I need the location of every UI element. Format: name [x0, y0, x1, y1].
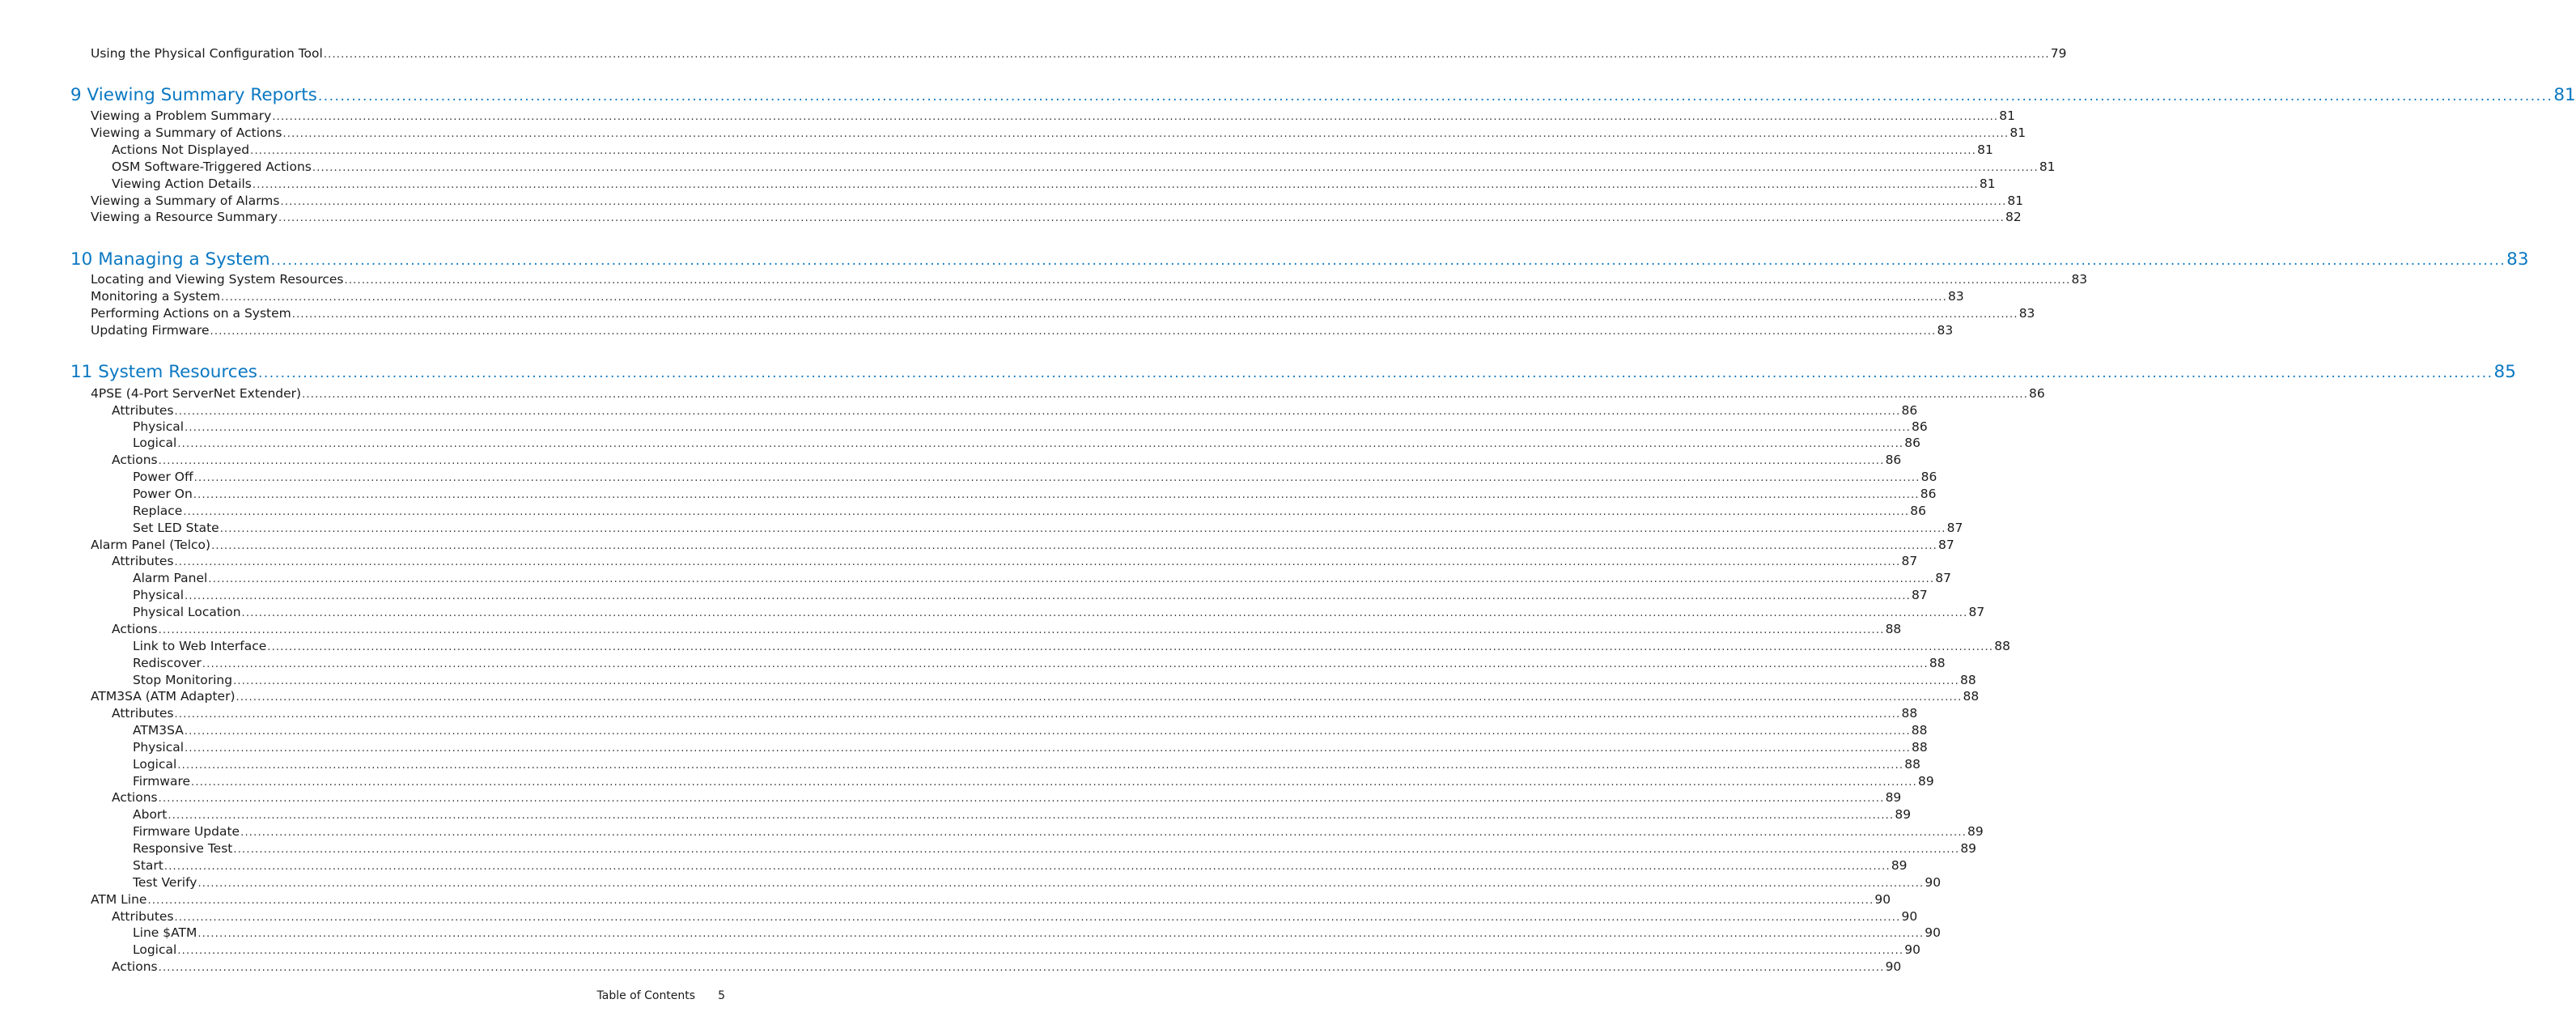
toc-entry-page-number: 86	[1901, 403, 1918, 418]
toc-entry-label: Actions	[112, 790, 158, 805]
dot-leader: ................................................................................................................................................................................................................................................................................................................................................................................................................	[302, 389, 2029, 401]
toc-entry-page-number: 81	[1977, 142, 1993, 157]
footer-page-number: 5	[718, 989, 725, 1002]
toc-entry[interactable]	[91, 537, 1954, 553]
dot-leader: ................................................................................................................................................................................................................................................................................................................................................................................................................	[210, 325, 1937, 338]
toc-entry-label: ATM3SA	[133, 723, 184, 738]
toc-entry-label: 11 System Resources	[70, 362, 257, 382]
dot-leader: ................................................................................................................................................................................................................................................................................................................................................................................................................	[158, 793, 1885, 805]
toc-entry-page-number: 89	[1917, 774, 1934, 789]
toc-entry[interactable]	[133, 840, 1977, 857]
dot-leader: ................................................................................................................................................................................................................................................................................................................................................................................................................	[177, 945, 1904, 957]
toc-chapter-entry[interactable]	[70, 249, 2529, 271]
dot-leader: ................................................................................................................................................................................................................................................................................................................................................................................................................	[236, 691, 1963, 704]
toc-entry-page-number: 88	[1885, 622, 1902, 636]
dot-leader: ................................................................................................................................................................................................................................................................................................................................................................................................................	[252, 179, 1979, 191]
toc-entry-page-number: 88	[1904, 757, 1920, 772]
toc-entry-page-number: 89	[1967, 824, 1984, 839]
toc-entry-page-number: 85	[2493, 362, 2516, 382]
toc-chapter-entry[interactable]	[70, 361, 2516, 384]
toc-chapter-entry[interactable]	[70, 84, 2576, 107]
dot-leader: ................................................................................................................................................................................................................................................................................................................................................................................................................	[174, 708, 1901, 721]
toc-entry-label: Physical Location	[133, 605, 241, 619]
toc-entry-label: Power On	[133, 487, 193, 501]
dot-leader: ................................................................................................................................................................................................................................................................................................................................................................................................................	[278, 212, 2005, 224]
toc-entry-label: Power Off	[133, 470, 193, 484]
toc-entry[interactable]	[133, 419, 1928, 435]
dot-leader: ................................................................................................................................................................................................................................................................................................................................................................................................................	[158, 624, 1885, 636]
dot-leader: ................................................................................................................................................................................................................................................................................................................................................................................................................	[233, 844, 1960, 856]
toc-entry[interactable]	[91, 45, 2067, 62]
toc-entry-page-number: 87	[1935, 571, 1952, 585]
toc-entry[interactable]	[91, 288, 1964, 304]
toc-entry[interactable]	[112, 452, 1902, 468]
toc-entry-page-number: 86	[2029, 386, 2045, 401]
dot-leader: ................................................................................................................................................................................................................................................................................................................................................................................................................	[258, 365, 2493, 381]
toc-entry-label: Link to Web Interface	[133, 639, 267, 653]
toc-entry-page-number: 90	[1904, 942, 1920, 957]
toc-entry[interactable]	[112, 159, 2056, 175]
toc-entry-label: Responsive Test	[133, 841, 233, 856]
dot-leader: ................................................................................................................................................................................................................................................................................................................................................................................................................	[193, 489, 1920, 501]
toc-entry-page-number: 83	[2506, 249, 2529, 270]
toc-entry-page-number: 83	[1947, 289, 1964, 304]
toc-entry[interactable]	[133, 587, 1928, 603]
toc-entry-label: Set LED State	[133, 521, 219, 535]
dot-leader: ................................................................................................................................................................................................................................................................................................................................................................................................................	[312, 162, 2039, 174]
dot-leader: ................................................................................................................................................................................................................................................................................................................................................................................................................	[317, 88, 2553, 104]
toc-entry-page-number: 90	[1925, 925, 1942, 940]
toc-entry-label: Replace	[133, 504, 183, 518]
toc-entry-page-number: 83	[2018, 306, 2035, 321]
dot-leader: ................................................................................................................................................................................................................................................................................................................................................................................................................	[323, 49, 2050, 61]
toc-entry-label: Line $ATM	[133, 925, 197, 940]
toc-entry[interactable]	[133, 857, 1908, 874]
footer-section-title: Table of Contents	[596, 989, 696, 1002]
toc-entry[interactable]	[112, 705, 1918, 721]
toc-entry-page-number: 82	[2005, 210, 2022, 224]
toc-entry-label: Actions Not Displayed	[112, 142, 250, 157]
toc-entry-page-number: 87	[1901, 554, 1918, 568]
dot-leader: ................................................................................................................................................................................................................................................................................................................................................................................................................	[191, 776, 1917, 789]
toc-entry-label: Firmware	[133, 774, 191, 789]
toc-entry[interactable]	[133, 739, 1928, 755]
toc-entry[interactable]	[133, 655, 1946, 671]
toc-entry[interactable]	[133, 672, 1976, 688]
dot-leader: ................................................................................................................................................................................................................................................................................................................................................................................................................	[197, 878, 1925, 890]
dot-leader: ................................................................................................................................................................................................................................................................................................................................................................................................................	[272, 111, 1999, 123]
toc-entry-page-number: 88	[1911, 723, 1928, 738]
toc-entry[interactable]	[112, 553, 1918, 569]
toc-entry-page-number: 83	[2071, 272, 2088, 287]
toc-entry[interactable]	[91, 209, 2022, 225]
toc-entry-page-number: 90	[1925, 875, 1942, 890]
toc-entry-page-number: 79	[2050, 46, 2067, 61]
dot-leader: ................................................................................................................................................................................................................................................................................................................................................................................................................	[202, 658, 1929, 670]
toc-entry-label: Performing Actions on a System	[91, 306, 291, 321]
toc-entry-page-number: 88	[1994, 639, 2010, 653]
dot-leader: ................................................................................................................................................................................................................................................................................................................................................................................................................	[185, 742, 1911, 755]
toc-entry-label: Viewing Action Details	[112, 176, 252, 191]
dot-leader: ................................................................................................................................................................................................................................................................................................................................................................................................................	[208, 573, 1935, 585]
dot-leader: ................................................................................................................................................................................................................................................................................................................................................................................................................	[240, 827, 1967, 839]
toc-entry[interactable]	[133, 520, 1963, 536]
toc-entry[interactable]	[112, 959, 1902, 975]
toc-entry-page-number: 81	[2007, 193, 2024, 208]
dot-leader: ................................................................................................................................................................................................................................................................................................................................................................................................................	[174, 406, 1901, 418]
toc-entry-label: 4PSE (4-Port ServerNet Extender)	[91, 386, 302, 401]
toc-entry-page-number: 89	[1885, 790, 1902, 805]
toc-entry[interactable]	[112, 908, 1918, 925]
toc-entry-page-number: 89	[1895, 807, 1912, 822]
toc-entry-page-number: 81	[2039, 159, 2056, 174]
toc-entry[interactable]	[133, 823, 1984, 840]
toc-entry[interactable]	[133, 722, 1928, 738]
dot-leader: ................................................................................................................................................................................................................................................................................................................................................................................................................	[174, 912, 1901, 924]
dot-leader: ................................................................................................................................................................................................................................................................................................................................................................................................................	[163, 861, 1891, 873]
toc-entry-page-number: 88	[1963, 689, 1980, 704]
toc-entry[interactable]	[91, 305, 2035, 321]
toc-entry-page-number: 88	[1912, 740, 1928, 755]
dot-leader: ................................................................................................................................................................................................................................................................................................................................................................................................................	[185, 422, 1911, 434]
toc-entry[interactable]	[91, 108, 2015, 124]
toc-entry-page-number: 81	[1979, 176, 1996, 191]
toc-entry-label: Viewing a Problem Summary	[91, 108, 272, 123]
dot-leader: ................................................................................................................................................................................................................................................................................................................................................................................................................	[184, 725, 1911, 738]
toc-entry-label: Rediscover	[133, 656, 202, 670]
toc-entry[interactable]	[112, 176, 1996, 192]
dot-leader: ................................................................................................................................................................................................................................................................................................................................................................................................................	[174, 556, 1901, 568]
toc-entry-page-number: 88	[1929, 656, 1946, 670]
toc-entry-label: Locating and Viewing System Resources	[91, 272, 344, 287]
toc-entry-label: OSM Software-Triggered Actions	[112, 159, 312, 174]
toc-entry-label: Logical	[133, 757, 177, 772]
toc-entry-label: Physical	[133, 419, 185, 434]
toc-entry[interactable]	[91, 385, 2045, 402]
toc-entry-page-number: 89	[1891, 858, 1908, 873]
toc-entry-label: Stop Monitoring	[133, 673, 233, 687]
dot-leader: ................................................................................................................................................................................................................................................................................................................................................................................................................	[241, 607, 1968, 619]
toc-entry[interactable]	[91, 891, 1891, 908]
toc-entry-label: Actions	[112, 622, 158, 636]
toc-entry-label: ATM Line	[91, 892, 147, 907]
dot-leader: ................................................................................................................................................................................................................................................................................................................................................................................................................	[177, 759, 1904, 772]
toc-entry-label: Attributes	[112, 554, 174, 568]
toc-entry-label: 9 Viewing Summary Reports	[70, 85, 317, 105]
dot-leader: ................................................................................................................................................................................................................................................................................................................................................................................................................	[211, 540, 1937, 552]
toc-entry-label: Alarm Panel	[133, 571, 208, 585]
dot-leader: ................................................................................................................................................................................................................................................................................................................................................................................................................	[183, 506, 1910, 518]
toc-entry-page-number: 86	[1904, 436, 1920, 450]
toc-entry-page-number: 90	[1901, 909, 1918, 924]
toc-entry[interactable]	[112, 789, 1902, 806]
dot-leader: ................................................................................................................................................................................................................................................................................................................................................................................................................	[177, 438, 1904, 450]
toc-entry-page-number: 90	[1885, 959, 1902, 974]
toc-entry-page-number: 87	[1938, 538, 1954, 552]
toc-entry-label: Abort	[133, 807, 168, 822]
dot-leader: ................................................................................................................................................................................................................................................................................................................................................................................................................	[158, 455, 1885, 467]
toc-entry[interactable]	[112, 621, 1902, 637]
toc-entry-page-number: 88	[1960, 673, 1976, 687]
toc-entry[interactable]	[91, 125, 2026, 141]
dot-leader: ................................................................................................................................................................................................................................................................................................................................................................................................................	[270, 253, 2506, 269]
toc-entry-page-number: 86	[1910, 504, 1926, 518]
dot-leader: ................................................................................................................................................................................................................................................................................................................................................................................................................	[147, 895, 1874, 907]
toc-entry[interactable]	[91, 688, 1980, 704]
toc-entry[interactable]	[133, 942, 1920, 958]
dot-leader: ................................................................................................................................................................................................................................................................................................................................................................................................................	[193, 472, 1920, 484]
toc-entry-label: Alarm Panel (Telco)	[91, 538, 211, 552]
toc-entry[interactable]	[91, 271, 2088, 287]
dot-leader: ................................................................................................................................................................................................................................................................................................................................................................................................................	[221, 291, 1947, 304]
toc-entry-page-number: 88	[1901, 706, 1918, 721]
toc-entry[interactable]	[112, 142, 1993, 158]
toc-entry-label: Physical	[133, 588, 185, 602]
dot-leader: ................................................................................................................................................................................................................................................................................................................................................................................................................	[250, 145, 1977, 157]
toc-entry-page-number: 83	[1937, 323, 1954, 338]
toc-entry-label: Actions	[112, 959, 158, 974]
toc-entry-page-number: 81	[1999, 108, 2015, 123]
toc-entry-label: Updating Firmware	[91, 323, 210, 338]
toc-entry-page-number: 87	[1968, 605, 1985, 619]
dot-leader: ................................................................................................................................................................................................................................................................................................................................................................................................................	[168, 810, 1895, 822]
toc-entry[interactable]	[133, 486, 1937, 502]
toc-entry-page-number: 86	[1920, 487, 1937, 501]
toc-entry[interactable]	[133, 806, 1912, 823]
dot-leader: ................................................................................................................................................................................................................................................................................................................................................................................................................	[185, 590, 1911, 602]
dot-leader: ................................................................................................................................................................................................................................................................................................................................................................................................................	[280, 196, 2007, 208]
toc-entry-label: Start	[133, 858, 163, 873]
toc-entry-label: Attributes	[112, 706, 174, 721]
toc-entry[interactable]	[133, 773, 1934, 789]
toc-entry-page-number: 86	[1912, 419, 1928, 434]
dot-leader: ................................................................................................................................................................................................................................................................................................................................................................................................................	[197, 928, 1925, 940]
toc-entry-page-number: 87	[1946, 521, 1963, 535]
toc-entry-label: Using the Physical Configuration Tool	[91, 46, 323, 61]
toc-entry-label: Viewing a Resource Summary	[91, 210, 278, 224]
toc-entry-page-number: 89	[1960, 841, 1977, 856]
toc-entry-label: Test Verify	[133, 875, 197, 890]
dot-leader: ................................................................................................................................................................................................................................................................................................................................................................................................................	[291, 308, 2018, 321]
toc-entry[interactable]	[112, 402, 1918, 419]
toc-entry-label: Physical	[133, 740, 185, 755]
toc-entry-page-number: 81	[2553, 85, 2576, 105]
toc-entry-label: Logical	[133, 436, 177, 450]
toc-entry-label: 10 Managing a System	[70, 249, 270, 270]
page-footer	[597, 989, 726, 1002]
toc-entry[interactable]	[91, 193, 2024, 209]
toc-entry-label: Actions	[112, 453, 158, 467]
toc-entry-label: Monitoring a System	[91, 289, 221, 304]
toc-entry[interactable]	[133, 638, 2010, 654]
dot-leader: ................................................................................................................................................................................................................................................................................................................................................................................................................	[267, 641, 1994, 653]
toc-entry[interactable]	[133, 469, 1937, 485]
toc-entry[interactable]	[91, 322, 1954, 338]
toc-entry[interactable]	[133, 925, 1942, 941]
dot-leader: ................................................................................................................................................................................................................................................................................................................................................................................................................	[233, 675, 1959, 687]
toc-entry-label: ATM3SA (ATM Adapter)	[91, 689, 236, 704]
toc-entry-page-number: 86	[1885, 453, 1902, 467]
toc-entry[interactable]	[133, 604, 1985, 620]
toc-entry-page-number: 86	[1920, 470, 1937, 484]
dot-leader: ................................................................................................................................................................................................................................................................................................................................................................................................................	[344, 274, 2071, 287]
toc-entry-label: Attributes	[112, 909, 174, 924]
dot-leader: ................................................................................................................................................................................................................................................................................................................................................................................................................	[158, 962, 1885, 974]
toc-entry[interactable]	[133, 874, 1942, 891]
toc-entry-label: Viewing a Summary of Actions	[91, 125, 282, 140]
toc-entry-label: Logical	[133, 942, 177, 957]
toc-entry[interactable]	[133, 756, 1920, 772]
toc-entry-label: Attributes	[112, 403, 174, 418]
dot-leader: ................................................................................................................................................................................................................................................................................................................................................................................................................	[282, 128, 2009, 140]
toc-entry-label: Viewing a Summary of Alarms	[91, 193, 280, 208]
toc-entry-page-number: 90	[1874, 892, 1891, 907]
toc-entry[interactable]	[133, 435, 1920, 451]
toc-entry-page-number: 87	[1912, 588, 1928, 602]
toc-entry-label: Firmware Update	[133, 824, 240, 839]
dot-leader: ................................................................................................................................................................................................................................................................................................................................................................................................................	[219, 523, 1946, 535]
toc-entry-page-number: 81	[2009, 125, 2026, 140]
toc-entry[interactable]	[133, 570, 1952, 586]
toc-entry[interactable]	[133, 503, 1926, 519]
